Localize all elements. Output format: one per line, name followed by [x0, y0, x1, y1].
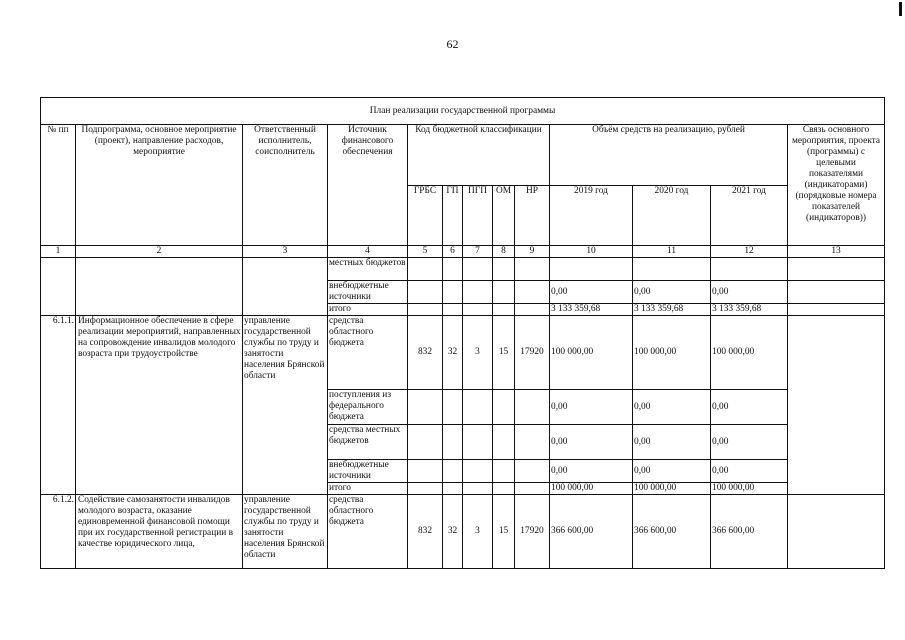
header-subprogram: Подпрограмма, основное мероприятие (проект), направление расходов, мероприятие	[76, 125, 243, 246]
value-2019: 100 000,00	[550, 316, 633, 390]
item-number: 6.1.2.	[41, 495, 76, 569]
column-number: 10	[550, 246, 633, 258]
value-2021: 100 000,00	[711, 316, 788, 390]
column-number: 8	[493, 246, 515, 258]
column-number: 9	[515, 246, 550, 258]
total-2020: 3 133 359,68	[633, 304, 711, 316]
gp-code: 32	[443, 495, 463, 569]
value-2020: 0,00	[633, 460, 711, 483]
total-2021: 100 000,00	[711, 483, 788, 495]
grbs-code: 832	[408, 495, 443, 569]
header-indicators-link: Связь основного мероприятия, проекта (программы) с целевыми показателями (индикаторами) (порядковые номера показателей (индикаторов))	[788, 125, 885, 246]
value-2019: 0,00	[550, 390, 633, 425]
source-cell: средства местных бюджетов	[328, 425, 408, 460]
value-2020: 0,00	[633, 425, 711, 460]
value-2020	[633, 258, 711, 281]
column-number: 11	[633, 246, 711, 258]
value-2020: 0,00	[633, 390, 711, 425]
header-grbs: ГРБС	[408, 185, 443, 246]
header-gp: ГП	[443, 185, 463, 246]
grbs-code: 832	[408, 316, 443, 390]
corner-mark	[899, 2, 902, 16]
item-number: 6.1.1.	[41, 316, 76, 495]
value-2020: 0,00	[633, 281, 711, 304]
column-numbers-row	[41, 246, 885, 258]
om-code: 15	[493, 495, 515, 569]
value-2021: 0,00	[711, 390, 788, 425]
header-number: № пп	[41, 125, 76, 246]
value-2019: 0,00	[550, 425, 633, 460]
column-number: 3	[243, 246, 328, 258]
value-2020: 366 600,00	[633, 495, 711, 569]
table-row	[41, 316, 885, 390]
value-2020: 100 000,00	[633, 316, 711, 390]
source-cell: внебюджетные источники	[328, 281, 408, 304]
source-cell: местных бюджетов	[328, 258, 408, 281]
program-plan-table	[40, 97, 885, 569]
header-source: Источник финансового обеспечения	[328, 125, 408, 246]
item-executor: управление государственной службы по труду и занятости населения Брянской области	[243, 495, 328, 569]
source-total: итого	[328, 304, 408, 316]
gp-code: 32	[443, 316, 463, 390]
value-2019: 0,00	[550, 460, 633, 483]
total-2019: 3 133 359,68	[550, 304, 633, 316]
column-number: 6	[443, 246, 463, 258]
item-name: Содействие самозанятости инвалидов молодого возраста, оказание единовременной финансовой помощи при их государственной регистрации в качестве юридического лица,	[76, 495, 243, 569]
pgp-code: 3	[463, 316, 493, 390]
om-code: 15	[493, 316, 515, 390]
table-row	[41, 258, 885, 281]
value-2019: 0,00	[550, 281, 633, 304]
column-number: 4	[328, 246, 408, 258]
column-number: 12	[711, 246, 788, 258]
item-executor: управление государственной службы по труду и занятости населения Брянской области	[243, 316, 328, 495]
table-row	[41, 495, 885, 569]
source-cell: средства областного бюджета	[328, 316, 408, 390]
item-name: Информационное обеспечение в сфере реализации мероприятий, направленных на сопровождение инвалидов молодого возраста при трудоустройстве	[76, 316, 243, 495]
header-om: ОМ	[493, 185, 515, 246]
source-cell: внебюджетные источники	[328, 460, 408, 483]
value-2021: 0,00	[711, 281, 788, 304]
column-number: 5	[408, 246, 443, 258]
header-pgp: ПГП	[463, 185, 493, 246]
header-year-2020: 2020 год	[633, 185, 711, 246]
nr-code: 17920	[515, 495, 550, 569]
header-year-2019: 2019 год	[550, 185, 633, 246]
pgp-code: 3	[463, 495, 493, 569]
value-2021: 0,00	[711, 425, 788, 460]
value-2021: 0,00	[711, 460, 788, 483]
source-cell: поступления из федерального бюджета	[328, 390, 408, 425]
column-number: 1	[41, 246, 76, 258]
total-2019: 100 000,00	[550, 483, 633, 495]
column-number: 2	[76, 246, 243, 258]
nr-code: 17920	[515, 316, 550, 390]
value-2019	[550, 258, 633, 281]
header-volume: Объём средств на реализацию, рублей	[550, 125, 788, 186]
source-total: итого	[328, 483, 408, 495]
source-cell: средства областного бюджета	[328, 495, 408, 569]
header-executor: Ответственный исполнитель, соисполнитель	[243, 125, 328, 246]
value-2021: 366 600,00	[711, 495, 788, 569]
header-year-2021: 2021 год	[711, 185, 788, 246]
table-title: План реализации государственной программы	[41, 98, 885, 125]
total-2020: 100 000,00	[633, 483, 711, 495]
header-budget-code: Код бюджетной классификации	[408, 125, 550, 186]
value-2019: 366 600,00	[550, 495, 633, 569]
page-number: 62	[446, 37, 459, 51]
column-number: 13	[788, 246, 885, 258]
header-nr: НР	[515, 185, 550, 246]
column-number: 7	[463, 246, 493, 258]
total-2021: 3 133 359,68	[711, 304, 788, 316]
value-2021	[711, 258, 788, 281]
